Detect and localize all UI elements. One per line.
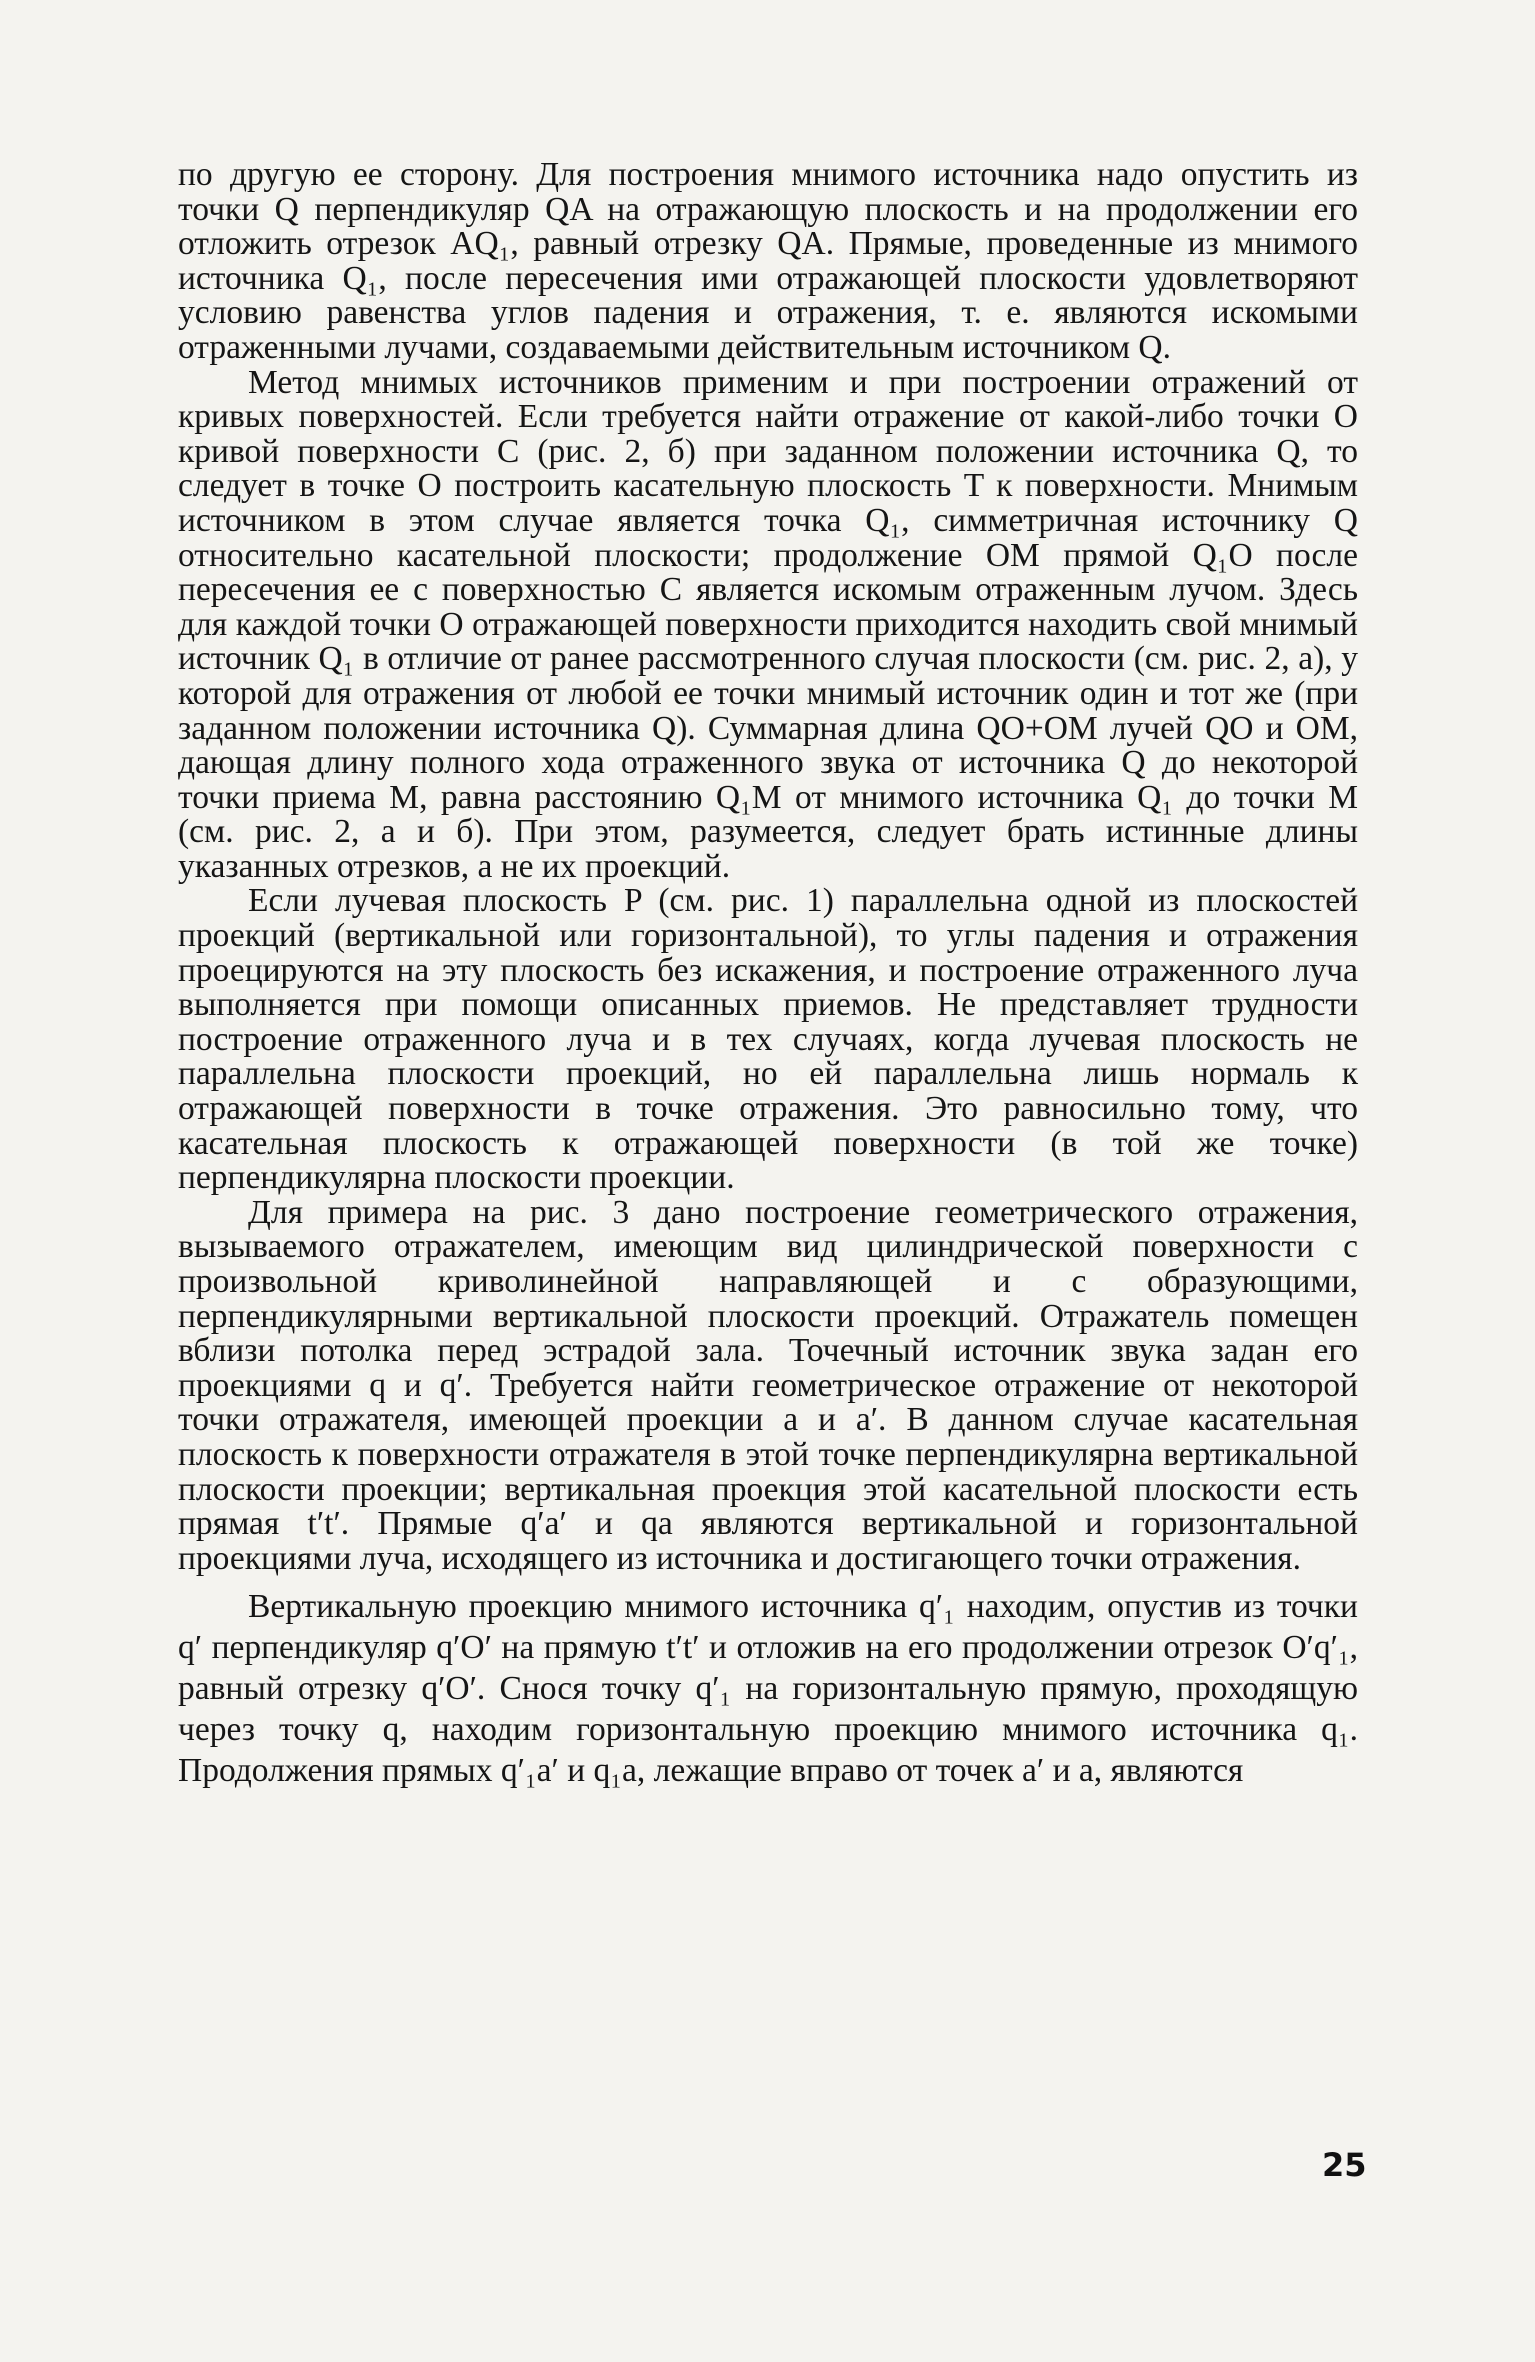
paragraph-1: по другую ее сторону. Для построения мнимого источника надо опустить из точки Q перпендикуляр QA на отражающую плоскость и на продолжении его отложить отрезок AQ₁, равный отрезку QA. Прямые, проведенные из мнимого источника Q₁, после пересечения ими отражающей плоскости удовлетворяют условию равенства углов падения и отражения, т. е. являются искомыми отраженными лучами, создаваемыми действительным источником Q. bbox=[178, 156, 1358, 366]
paragraph-5: Вертикальную проекцию мнимого источника q′₁ находим, опустив из точки q′ перпендикуляр q′O′ на прямую t′t′ и отложив на его продолжении отрезок O′q′₁, равный отрезку q′O′. Снося точку q′₁ на горизонтальную прямую, проходящую через точку q, находим горизонтальную проекцию мнимого источника q₁. Продолжения прямых q′₁a′ и q₁a, лежащие вправо от точек a′ и a, являются bbox=[178, 1588, 1358, 1790]
page-number: 25 bbox=[1322, 2146, 1367, 2184]
paragraph-2: Метод мнимых источников применим и при построении отражений от кривых поверхностей. Если требуется найти отражение от какой-либо точки O кривой поверхности C (рис. 2, б) при заданном положении источника Q, то следует в точке O построить касательную плоскость T к поверхности. Мнимым источником в этом случае является точка Q₁, симметричная источнику Q относительно касательной плоскости; продолжение OM прямой Q₁O после пересечения ее с поверхностью C является искомым отраженным лучом. Здесь для каждой точки O отражающей поверхности приходится находить свой мнимый источник Q₁ в отличие от ранее рассмотренного случая плоскости (см. рис. 2, а), у которой для отражения от любой ее точки мнимый источник один и тот же (при заданном положении источника Q). Суммарная длина QO+OM лучей QO и OM, дающая длину полного хода отраженного звука от источника Q до некоторой точки приема M, равна расстоянию Q₁M от мнимого источника Q₁ до точки M (см. рис. 2, а и б). При этом, разумеется, следует брать истинные длины указанных отрезков, а не их проекций. bbox=[178, 363, 1358, 885]
paragraph-3: Если лучевая плоскость P (см. рис. 1) параллельна одной из плоскостей проекций (вертикальной или горизонтальной), то углы падения и отражения проецируются на эту плоскость без искажения, и построение отраженного луча выполняется при помощи описанных приемов. Не представляет трудности построение отраженного луча и в тех случаях, когда лучевая плоскость не параллельна плоскости проекций, но ей параллельна лишь нормаль к отражающей поверхности в точке отражения. Это равносильно тому, что касательная плоскость к отражающей поверхности (в той же точке) перпендикулярна плоскости проекции. bbox=[178, 882, 1358, 1197]
paragraph-4: Для примера на рис. 3 дано построение геометрического отражения, вызываемого отражателем, имеющим вид цилиндрической поверхности с произвольной криволинейной направляющей и с образующими, перпендикулярными вертикальной плоскости проекций. Отражатель помещен вблизи потолка перед эстрадой зала. Точечный источник звука задан его проекциями q и q′. Требуется найти геометрическое отражение от некоторой точки отражателя, имеющей проекции a и a′. В данном случае касательная плоскость к поверхности отражателя в этой точке перпендикулярна вертикальной плоскости проекции; вертикальная проекция этой касательной плоскости есть прямая t′t′. Прямые q′a′ и qa являются вертикальной и горизонтальной проекциями луча, исходящего из источника и достигающего точки отражения. bbox=[178, 1193, 1358, 1577]
page-text bbox=[178, 158, 1358, 1791]
